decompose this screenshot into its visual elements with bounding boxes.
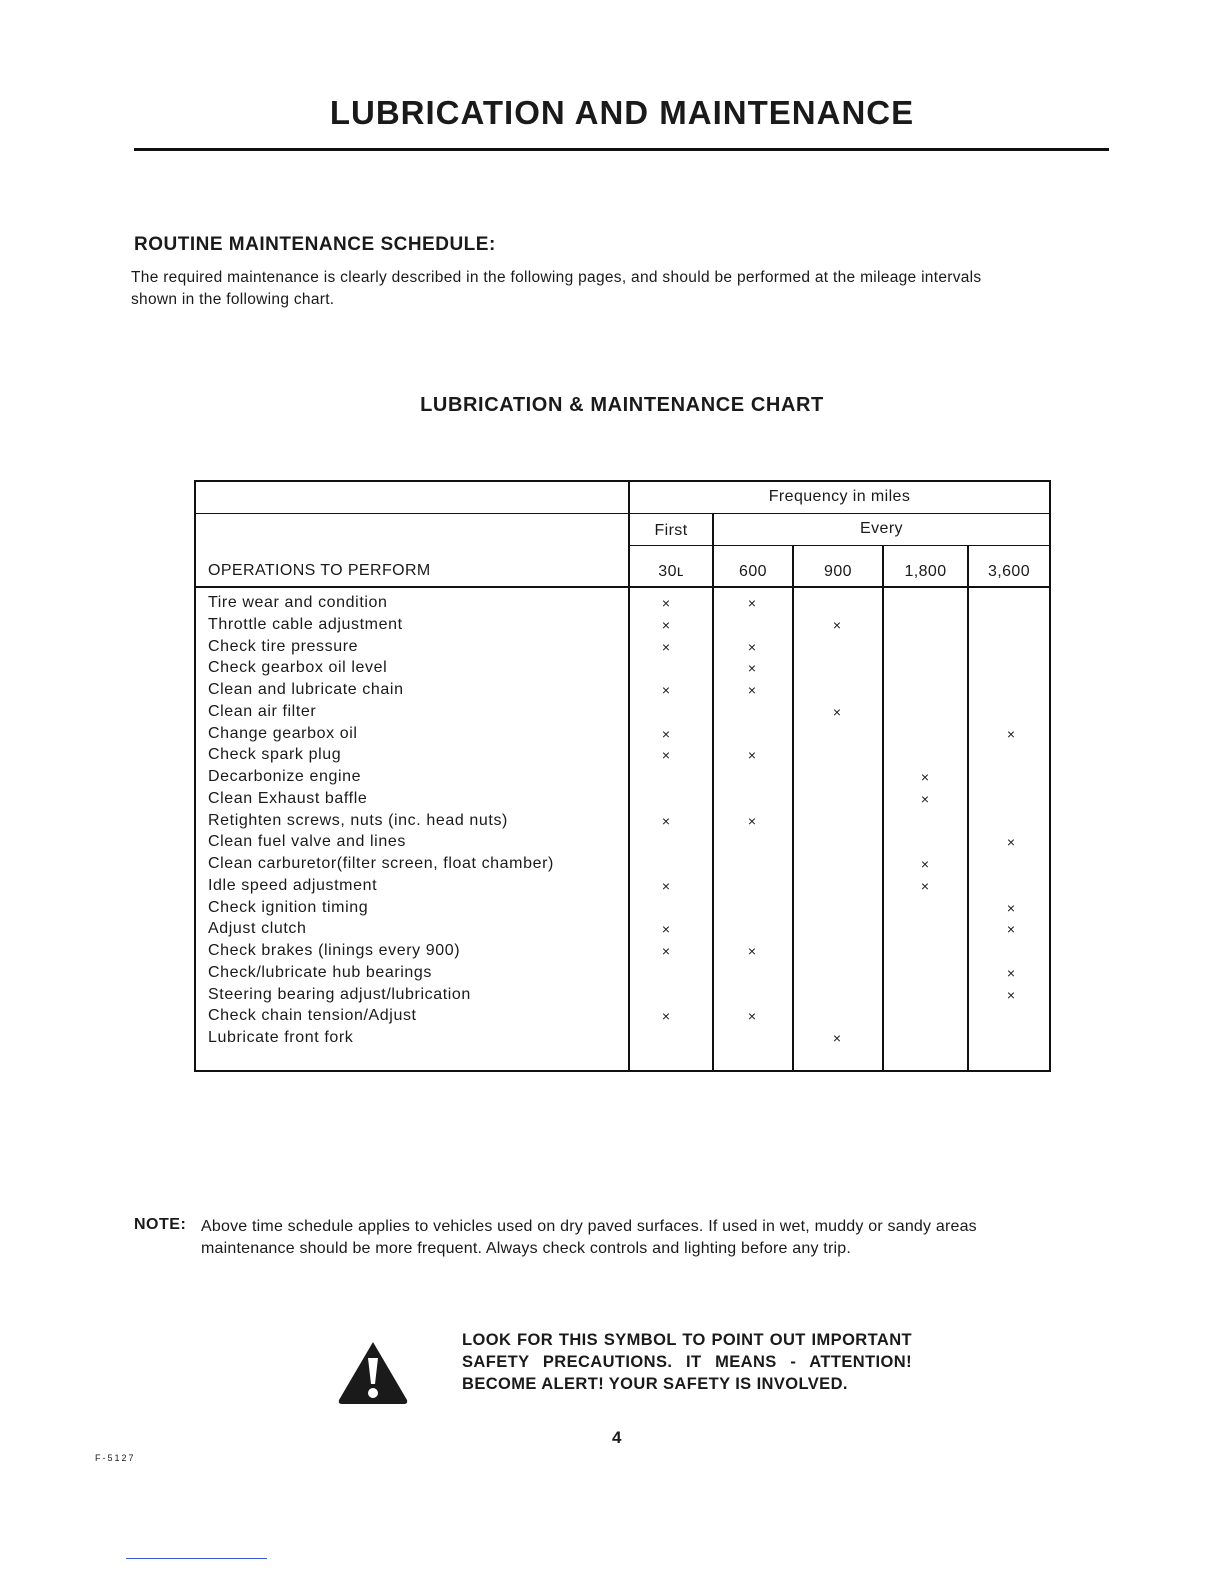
frequency-header: Frequency in miles	[768, 488, 911, 505]
interval-mark: ×	[920, 769, 930, 785]
interval-mark: ×	[661, 747, 671, 764]
interval-mark: ×	[832, 1030, 842, 1046]
interval-mark: ×	[1006, 986, 1016, 1003]
operation-label: Clean fuel valve and lines	[208, 833, 406, 851]
interval-mark: ×	[832, 616, 842, 633]
table-border-right	[1049, 480, 1051, 1072]
operation-label: Check/lubricate hub bearings	[208, 963, 433, 981]
operation-label: Adjust clutch	[208, 920, 307, 938]
interval-mark: ×	[1006, 921, 1016, 938]
operation-label: Check ignition timing	[208, 898, 369, 916]
interval-mark: ×	[661, 943, 671, 959]
mileage-header-600: 600	[739, 563, 767, 580]
warning-triangle-icon	[337, 1340, 409, 1406]
operations-header: OPERATIONS TO PERFORM	[208, 562, 431, 579]
interval-mark: ×	[661, 812, 671, 829]
operation-label: Check chain tension/Adjust	[208, 1007, 417, 1025]
interval-mark: ×	[1006, 834, 1016, 851]
operation-label: Retighten screws, nuts (inc. head nuts)	[208, 811, 508, 829]
operation-label: Decarbonize engine	[208, 768, 362, 785]
mileage-header-3600: 3,600	[987, 563, 1031, 580]
operation-label: Idle speed adjustment	[208, 876, 378, 894]
interval-mark: ×	[661, 1008, 671, 1025]
operation-label: Check brakes (linings every 900)	[208, 942, 461, 959]
operation-label: Clean Exhaust baffle	[208, 789, 368, 807]
interval-mark: ×	[661, 725, 671, 742]
table-border-bottom	[194, 1070, 1051, 1072]
every-header: Every	[860, 520, 903, 537]
header-rule-bottom	[194, 586, 1051, 588]
interval-mark: ×	[920, 856, 930, 872]
intro-paragraph	[131, 267, 1121, 311]
col-divider-1800	[882, 545, 884, 1072]
interval-mark: ×	[747, 660, 757, 677]
operation-label: Check tire pressure	[208, 637, 359, 655]
maintenance-chart-table	[194, 480, 1051, 1072]
table-border-top	[194, 480, 1051, 482]
safety-warning-text: LOOK FOR THIS SYMBOL TO POINT OUT IMPORTANT SAFETY PRECAUTIONS. IT MEANS - ATTENTION! BECOME ALERT! YOUR SAFETY IS INVOLVED.	[462, 1331, 912, 1393]
title-rule	[134, 148, 1109, 151]
first-header: First	[654, 522, 688, 539]
interval-mark: ×	[661, 921, 671, 938]
intro-line-2: shown in the following chart.	[131, 291, 335, 308]
page-number: 4	[612, 1428, 622, 1447]
operation-label: Check gearbox oil level	[208, 659, 388, 677]
interval-mark: ×	[661, 616, 671, 633]
note-text	[201, 1216, 1121, 1260]
interval-mark: ×	[1006, 964, 1016, 981]
header-rule-2	[628, 545, 1051, 546]
bottom-rule	[126, 1558, 267, 1559]
mileage-header-first: 30ʟ	[658, 563, 684, 580]
interval-mark: ×	[661, 877, 671, 894]
operation-label: Clean and lubricate chain	[208, 681, 404, 698]
note-line-1: Above time schedule applies to vehicles used on dry paved surfaces. If used in wet, muddy or sandy areas	[201, 1218, 977, 1235]
interval-mark: ×	[661, 595, 671, 611]
operation-label: Tire wear and condition	[208, 594, 388, 611]
interval-mark: ×	[920, 877, 930, 894]
operation-label: Check spark plug	[208, 746, 342, 764]
interval-mark: ×	[747, 943, 757, 959]
mileage-header-900: 900	[824, 563, 852, 580]
col-divider-3600	[967, 545, 969, 1072]
table-border-left	[194, 480, 196, 1072]
operation-label: Change gearbox oil	[208, 724, 358, 742]
note-label: NOTE:	[134, 1216, 187, 1233]
col-divider-900	[792, 545, 794, 1072]
operation-label: Clean air filter	[208, 702, 317, 720]
interval-mark: ×	[747, 747, 757, 764]
first-every-divider	[712, 513, 714, 1072]
interval-mark: ×	[920, 790, 930, 807]
interval-mark: ×	[747, 682, 757, 698]
intro-line-1: The required maintenance is clearly described in the following pages, and should be performed at the mileage intervals	[131, 269, 982, 286]
form-code: F-5127	[95, 1453, 136, 1463]
mileage-header-1800: 1,800	[904, 563, 947, 580]
page-title: LUBRICATION AND MAINTENANCE	[329, 94, 915, 131]
chart-title: LUBRICATION & MAINTENANCE CHART	[420, 394, 824, 416]
interval-mark: ×	[1006, 899, 1016, 916]
operation-label: Lubricate front fork	[208, 1029, 354, 1046]
interval-mark: ×	[832, 703, 842, 720]
header-rule-1	[194, 513, 1051, 514]
interval-mark: ×	[661, 682, 671, 698]
operation-label: Throttle cable adjustment	[208, 615, 403, 633]
operation-label: Clean carburetor(filter screen, float chamber)	[208, 855, 554, 872]
interval-mark: ×	[1006, 725, 1016, 742]
interval-mark: ×	[747, 638, 757, 655]
note-line-2: maintenance should be more frequent. Always check controls and lighting before any trip.	[201, 1240, 851, 1257]
interval-mark: ×	[661, 638, 671, 655]
interval-mark: ×	[747, 812, 757, 829]
interval-mark: ×	[747, 1008, 757, 1025]
interval-mark: ×	[747, 595, 757, 611]
section-heading: ROUTINE MAINTENANCE SCHEDULE:	[134, 234, 496, 255]
operation-label: Steering bearing adjust/lubrication	[208, 985, 471, 1003]
